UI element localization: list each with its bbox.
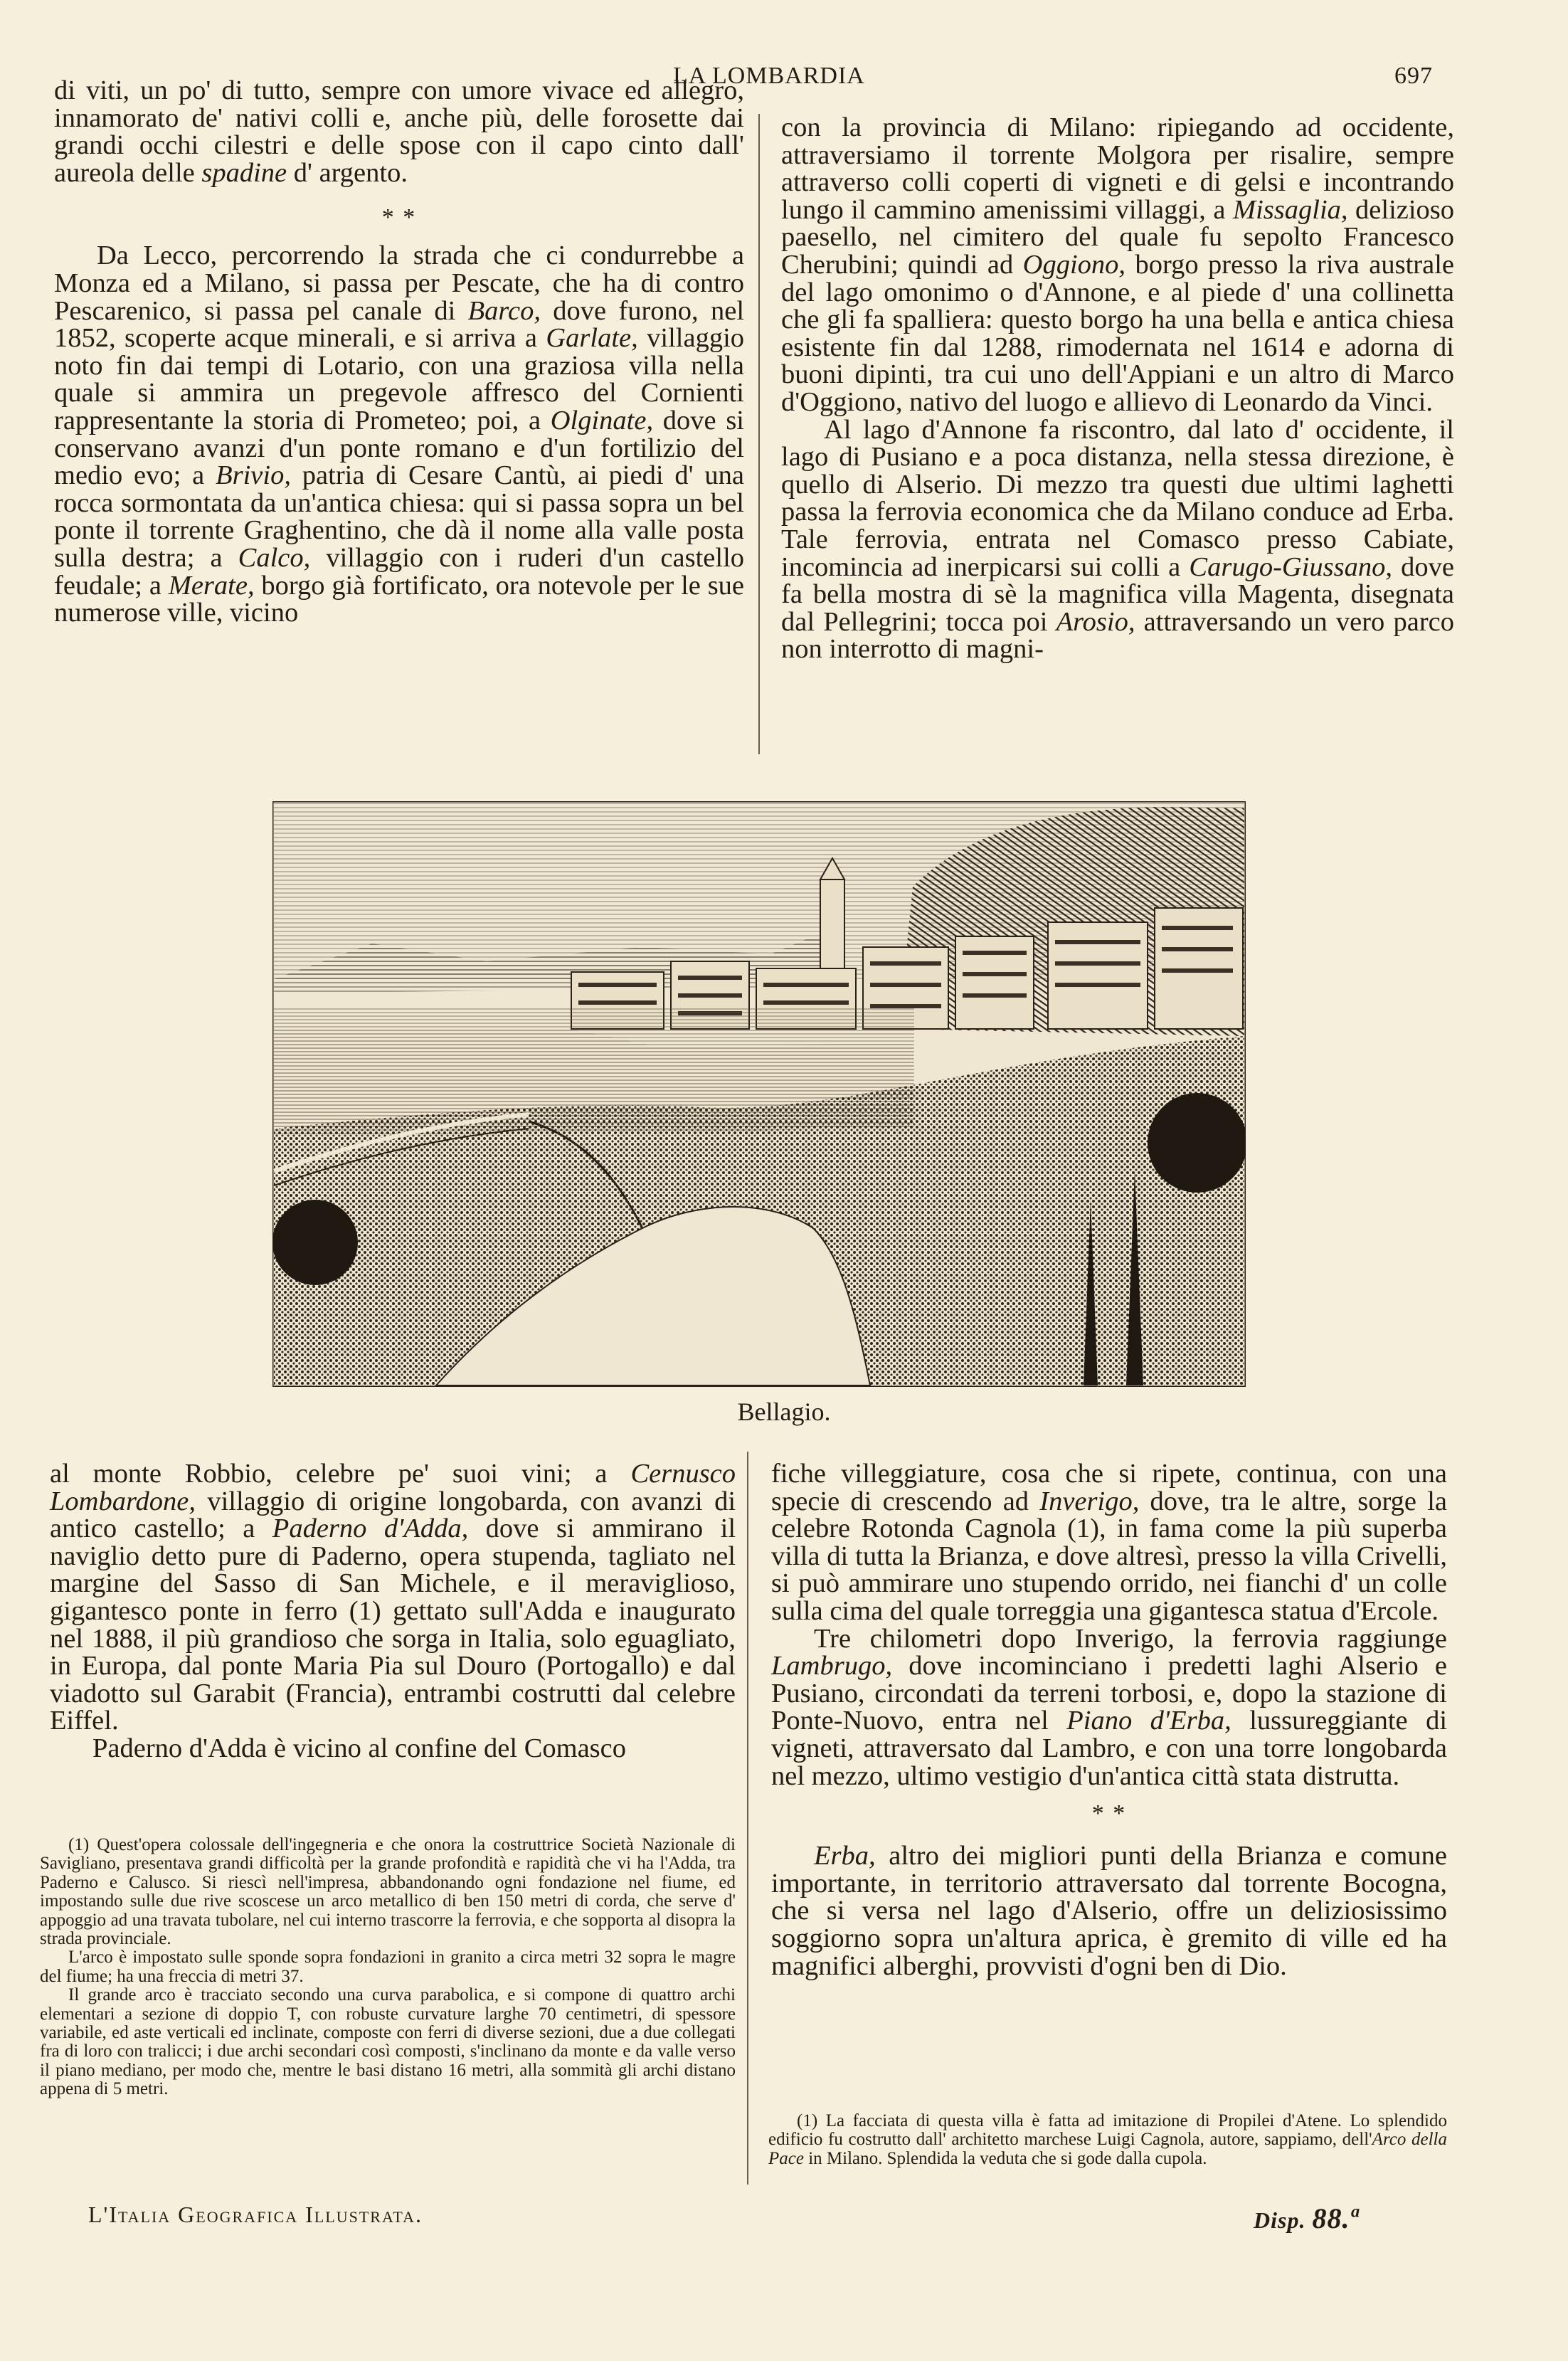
dispensa-abbrev: Disp.	[1254, 2207, 1306, 2233]
paragraph: al monte Robbio, celebre pe' suoi vini; a Cernusco Lombardone, villaggio di origine longobarda, con avanzi di antico castello; a Paderno d'Adda, dove si ammirano il naviglio detto pure di Paderno, opera stupenda, tagliato nel margine del Sasso di San Michele, e il meraviglioso, gigantesco ponte in ferro (1) gettato sull'Adda e inaugurato nel 1888, il più grandioso che sorga in Italia, solo eguagliato, in Europa, dal ponte Maria Pia sul Douro (Portogallo) e dal viadotto sul Garabit (Francia), entrambi costrutti dal celebre Eiffel.	[50, 1459, 736, 1736]
paragraph: fiche villeggiature, cosa che si ripete, continua, con una specie di crescendo ad Inverigo, dove, tra le altre, sorge la celebre Rotonda Cagnola (1), in fama come la più superba villa di tutta la Brianza, e dove altresì, presso la villa Crivelli, si può ammirare uno stupendo orrido, nei fianchi d' un colle sulla cima del quale torreggia una gigantesca statua d'Ercole.	[771, 1459, 1447, 1626]
footnote-left	[40, 1836, 736, 2099]
series-title: L'Italia Geografica Illustrata.	[88, 2202, 423, 2227]
column-rule	[747, 1452, 748, 2185]
paragraph: di viti, un po' di tutto, sempre con umore vivace ed allegro, innamorato de' nativi colli e, anche più, delle forosette dai grandi occhi cilestri e delle spose con il capo cinto dall' aureola delle spadine d' argento.	[54, 75, 744, 188]
column-right-top	[781, 114, 1454, 663]
column-left-bottom	[50, 1460, 736, 1763]
footnote-right	[768, 2112, 1447, 2168]
paragraph: Al lago d'Annone fa riscontro, dal lato d' occidente, il lago di Pusiano e a poca distanza, nella stessa direzione, è quello di Alserio. Di mezzo tra questi due ultimi laghetti passa la ferrovia economica che da Milano conduce ad Erba. Tale ferrovia, entrata nel Comasco presso Cabiate, incomincia ad inerpicarsi sui colli a Carugo-Giussano, dove fa bella mostra di sè la magnifica villa Magenta, disegnata dal Pellegrini; tocca poi Arosio, attraversando un vero parco non interrotto di magni-	[781, 414, 1455, 665]
paragraph: Paderno d'Adda è vicino al confine del Comasco	[92, 1733, 626, 1763]
section-separator: * *	[1091, 1800, 1127, 1827]
footnote-paragraph: (1) La facciata di questa villa è fatta ad imitazione di Propilei d'Atene. Lo splendido edificio fu costrutto dall' architetto marchese Luigi Cagnola, autore, sappiamo, dell'Arco della Pace in Milano. Splendida la veduta che si gode dalla cupola.	[768, 2111, 1448, 2168]
running-title: LA LOMBARDIA	[673, 63, 865, 89]
paragraph: Da Lecco, percorrendo la strada che ci condurrebbe a Monza ed a Milano, si passa per Pescate, che ha di contro Pescarenico, si passa pel canale di Barco, dove furono, nel 1852, scoperte acque minerali, e si arriva a Garlate, villaggio noto fin dai tempi di Lotario, con una graziosa villa nella quale si ammira un pregevole affresco del Cornienti rappresentante la storia di Prometeo; poi, a Olginate, dove si conservano avanzi d'un ponte romano e d'un fortilizio del medio evo; a Brivio, patria di Cesare Cantù, ai piedi d' una rocca sormontata da un'antica chiesa: qui si passa sopra un bel ponte il torrente Graghentino, che dà il nome alla valle posta sulla destra; a Calco, villaggio con i ruderi d'un castello feudale; a Merate, borgo già fortificato, ora notevole per le sue numerose ville, vicino	[54, 241, 745, 628]
section-separator: * *	[381, 204, 417, 231]
paragraph: Tre chilometri dopo Inverigo, la ferrovia raggiunge Lambrugo, dove incominciano i predetti laghi Alserio e Pusiano, circondati da terreni torbosi, e, dopo la stazione di Ponte-Nuovo, entra nel Piano d'Erba, lussureggiante di vigneti, attraversato dal Lambro, e con una torre longobarda nel mezzo, ultimo vestigio d'un'antica città stata distrutta.	[771, 1623, 1448, 1791]
dispensa-label	[1254, 2202, 1358, 2235]
column-left-top	[54, 77, 744, 627]
paragraph: Erba, altro dei migliori punti della Brianza e comune importante, in territorio attraversato dal torrente Bocogna, che si versa nel lago d'Alserio, offre un deliziosissimo soggiorno sopra un'altura aprica, è gremito di ville ed ha magnifici alberghi, provvisti d'ogni ben di Dio.	[771, 1841, 1447, 1981]
footnote-paragraph: L'arco è impostato sulle sponde sopra fondazioni in granito a circa metri 32 sopra le magre del fiume; ha una freccia di metri 37.	[40, 1948, 736, 1986]
footnote-paragraph: Il grande arco è tracciato secondo una curva parabolica, e si compone di quattro archi elementari a sezione di doppio T, con robuste curvature larghe 70 centimetri, di spessore variabile, ed aste verticali ed inclinate, composte con ferri di diverse sezioni, due a due collegati fra di loro con tralicci; i due archi secondari così composti, s'inclinano da monte e da valle verso il piano mediano, per modo che, mentre le basi distano 16 metri, alla sommità gli archi distano appena di 5 metri.	[40, 1985, 736, 2099]
column-right-bottom	[771, 1460, 1447, 1980]
page-number: 697	[1394, 63, 1433, 89]
figure-caption: Bellagio.	[737, 1398, 831, 1426]
paragraph: con la provincia di Milano: ripiegando ad occidente, attraversiamo il torrente Molgora per risalire, sempre attraverso colli coperti di vigneti e di gelsi e incontrando lungo il cammino amenissimi villaggi, a Missaglia, delizioso paesello, nel cimitero del quale fu sepolto Francesco Cherubini; quindi ad Oggiono, borgo presso la riva australe del lago omonimo o d'Annone, e al piede d' una collinetta che gli fa spalliera: questo borgo ha una bella e antica chiesa esistente fin dal 1288, rimodernata nel 1614 e adorna di buoni dipinti, tra cui uno dell'Appiani e un altro di Marco d'Oggiono, nativo del luogo e allievo di Leonardo da Vinci.	[781, 112, 1455, 417]
bellagio-engraving	[272, 801, 1246, 1387]
footnote-paragraph: (1) Quest'opera colossale dell'ingegneria e che onora la costruttrice Società Nazionale di Savigliano, presentava grandi difficoltà per la grande profondità e rapidità che vi ha l'Adda, tra Paderno e Calusco. Si riescì nell'impresa, abbandonando ogni fondazione nel fiume, ed impostando sulle due rive scoscese un arco metallico di ben 150 metri di corda, che serve d' appoggio ad una travata tubolare, nel cui interno trascorre la ferrovia, e che sopporta al disopra la strada provinciale.	[40, 1835, 736, 1949]
column-rule	[758, 114, 760, 754]
dispensa-number: 88.ª	[1312, 2202, 1359, 2234]
